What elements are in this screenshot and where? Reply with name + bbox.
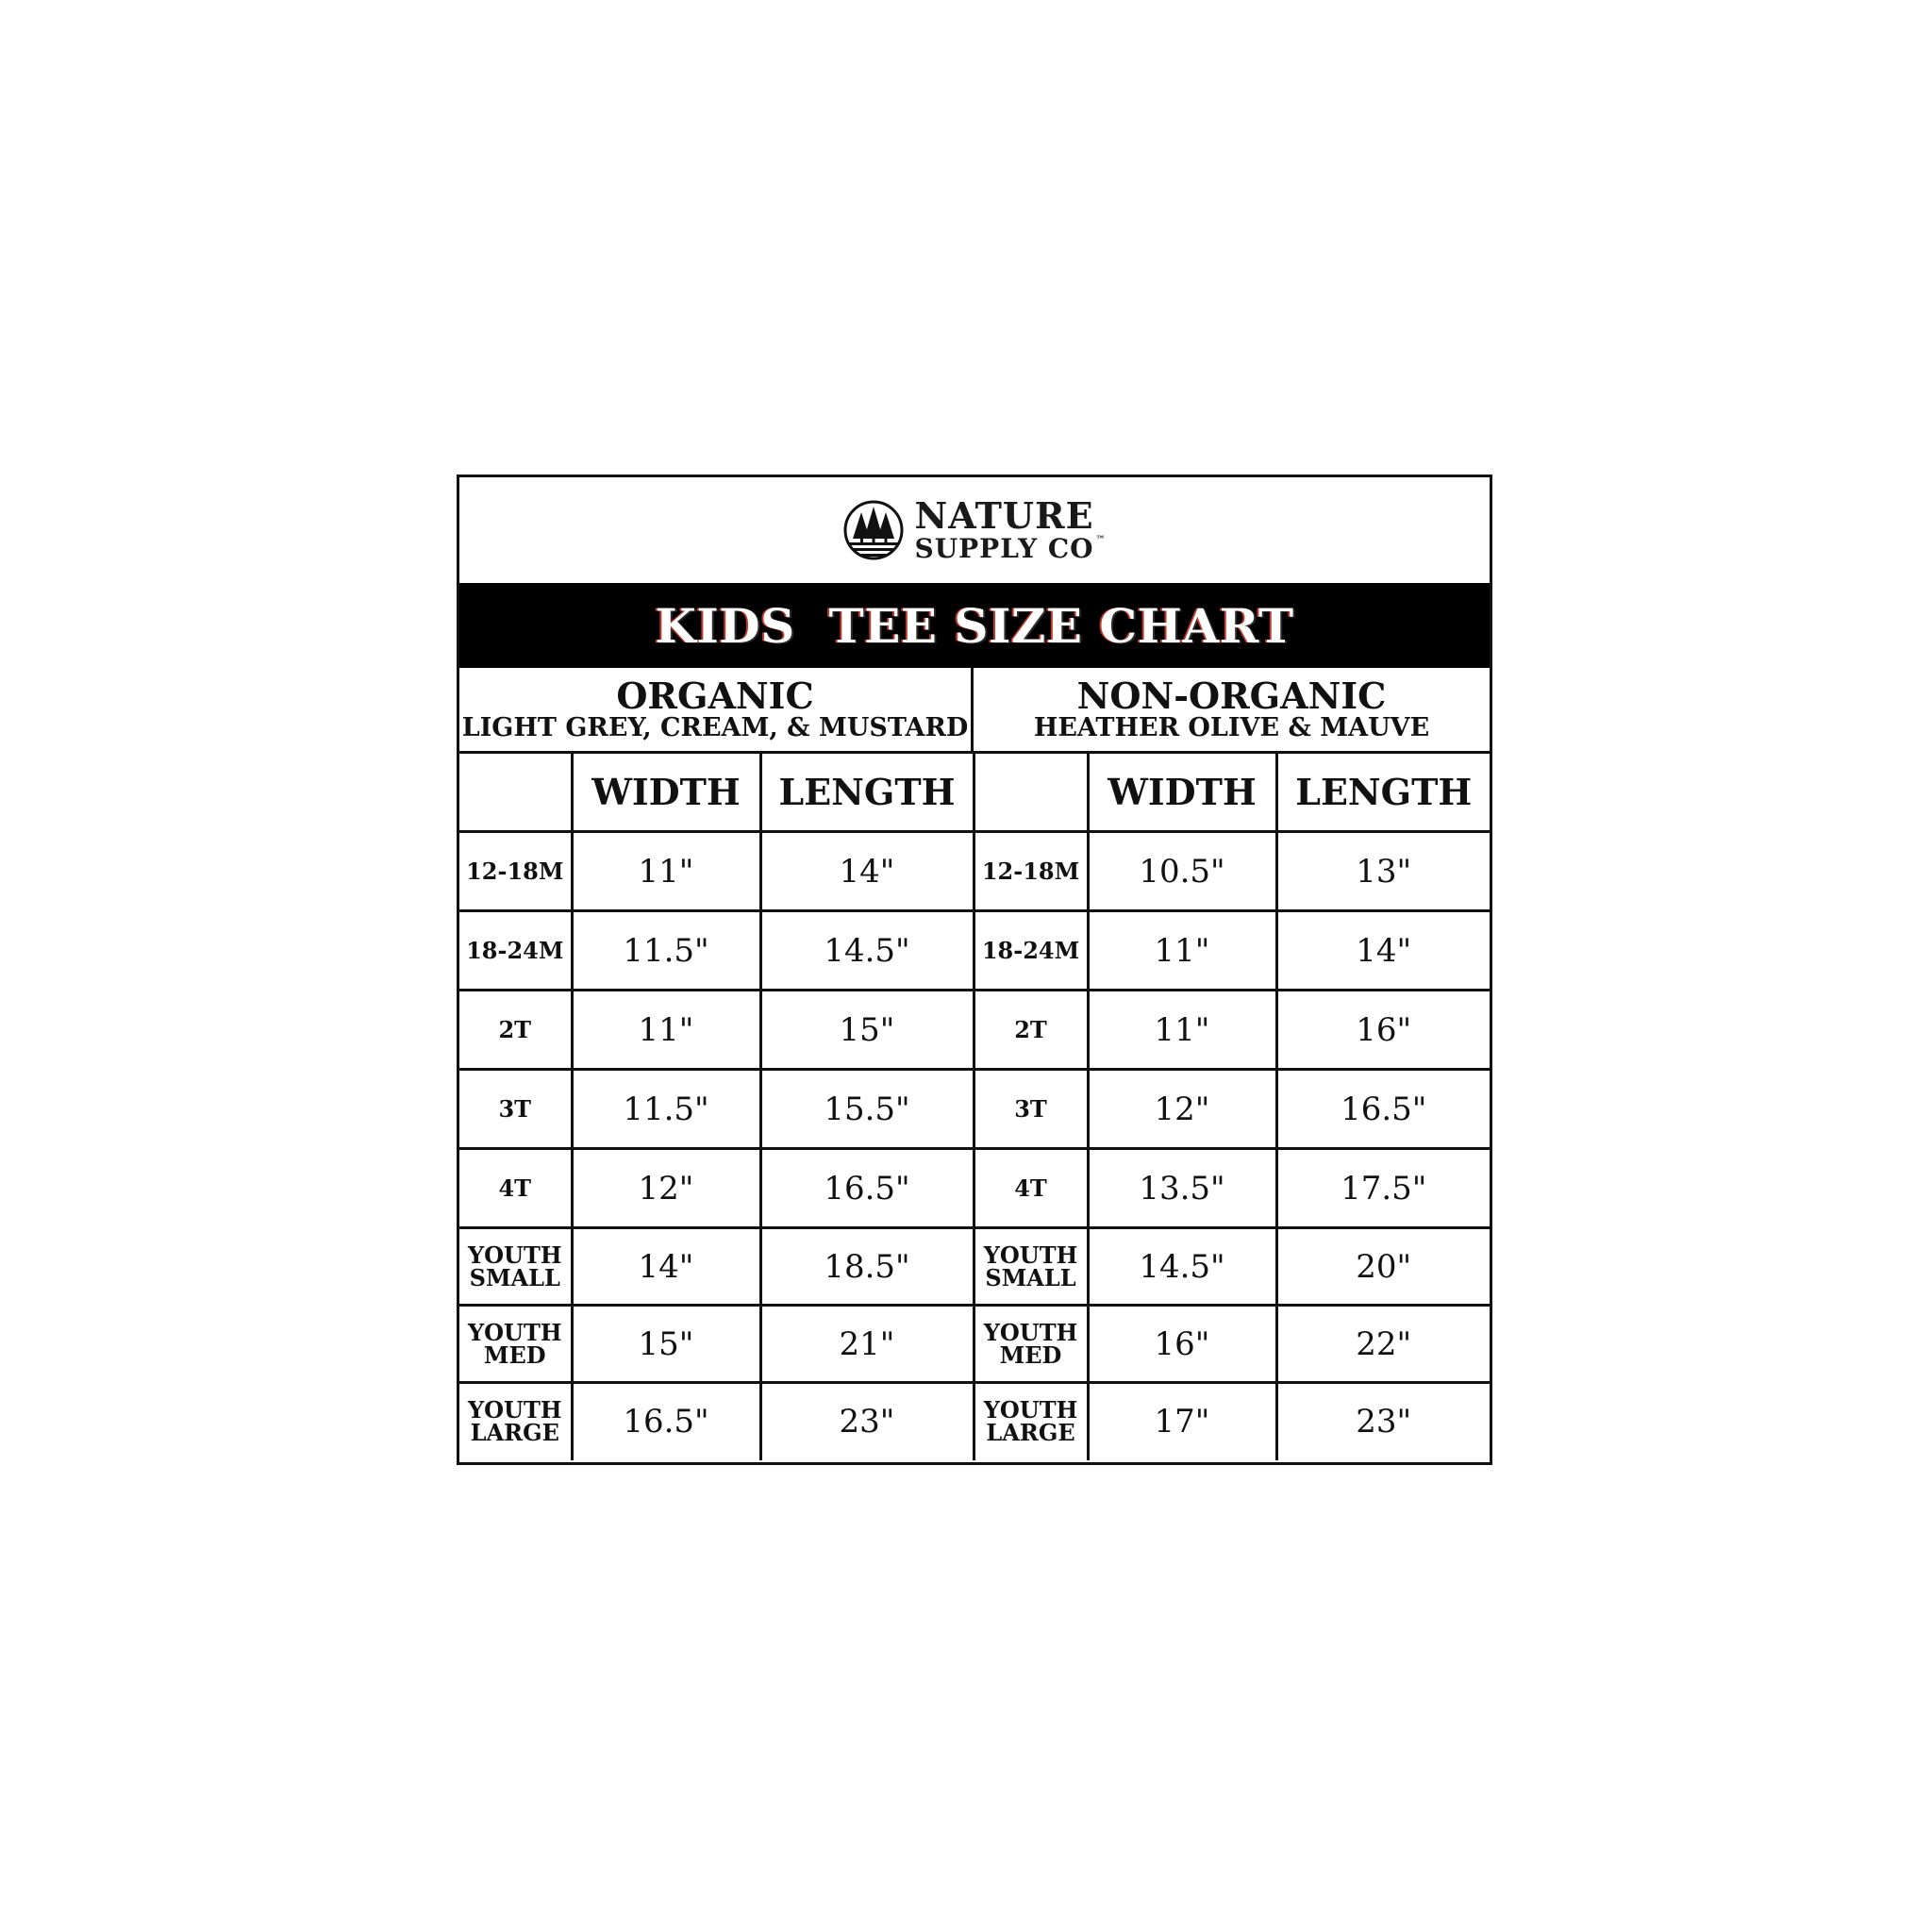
organic-width-cell: 12": [572, 1149, 760, 1228]
nonorganic-size-cell: [974, 991, 1088, 1070]
nonorganic-width-cell: 14.5": [1088, 1228, 1276, 1306]
size-label-line2: MED: [483, 1341, 546, 1369]
nonorganic-size-header: [974, 753, 1088, 832]
size-label-line2: MED: [999, 1341, 1062, 1369]
nonorganic-width-cell: 11": [1088, 911, 1276, 991]
title-bar: [459, 583, 1490, 668]
organic-size-header: [459, 753, 572, 832]
nonorganic-width-cell: 10.5": [1088, 832, 1276, 911]
organic-size-cell: [459, 991, 572, 1070]
organic-size-cell: [459, 911, 572, 991]
size-label-line1: 18-24M: [466, 936, 564, 964]
organic-group-name: ORGANIC: [616, 674, 814, 717]
nonorganic-length-cell: 23": [1276, 1383, 1490, 1460]
nonorganic-size-cell: [974, 1149, 1088, 1228]
size-label-line2: SMALL: [469, 1263, 560, 1291]
organic-group-colors: LIGHT GREY, CREAM, & MUSTARD: [461, 712, 969, 742]
nonorganic-length-header: LENGTH: [1276, 753, 1490, 832]
organic-width-cell: 14": [572, 1228, 760, 1306]
size-label-line1: YOUTH: [983, 1241, 1078, 1269]
organic-length-cell: 16.5": [760, 1149, 974, 1228]
organic-group-header: [459, 668, 974, 751]
size-label-line1: 12-18M: [466, 857, 564, 885]
nonorganic-length-cell: 16": [1276, 991, 1490, 1070]
brand-name-line1: NATURE: [914, 494, 1094, 537]
organic-length-cell: 21": [760, 1306, 974, 1383]
nonorganic-size-cell: [974, 1070, 1088, 1149]
organic-width-cell: 16.5": [572, 1383, 760, 1460]
size-label-line1: 4T: [498, 1174, 532, 1202]
organic-width-header: WIDTH: [572, 753, 760, 832]
organic-length-cell: 15": [760, 991, 974, 1070]
organic-width-cell: 15": [572, 1306, 760, 1383]
organic-width-cell: 11.5": [572, 911, 760, 991]
size-label-line2: LARGE: [986, 1419, 1075, 1447]
organic-size-cell: [459, 1228, 572, 1306]
nonorganic-length-cell: 22": [1276, 1306, 1490, 1383]
nonorganic-length-cell: 16.5": [1276, 1070, 1490, 1149]
organic-length-cell: 14": [760, 832, 974, 911]
organic-size-cell: [459, 1383, 572, 1460]
table-row: [459, 1306, 1490, 1383]
brand-name-line2-text: SUPPLY CO: [914, 533, 1094, 564]
nonorganic-width-cell: 13.5": [1088, 1149, 1276, 1228]
organic-length-cell: 23": [760, 1383, 974, 1460]
nonorganic-width-cell: 16": [1088, 1306, 1276, 1383]
organic-width-cell: 11": [572, 832, 760, 911]
nonorganic-group-colors: HEATHER OLIVE & MAUVE: [1033, 712, 1430, 742]
size-label-line1: 3T: [1014, 1094, 1047, 1123]
nonorganic-width-cell: 11": [1088, 991, 1276, 1070]
size-label-line1: 3T: [498, 1094, 532, 1123]
nonorganic-group-name: NON-ORGANIC: [1076, 674, 1387, 717]
nonorganic-size-cell: [974, 832, 1088, 911]
size-table: [459, 751, 1490, 1460]
nonorganic-width-cell: 17": [1088, 1383, 1276, 1460]
chart-title: KIDS TEE SIZE CHART: [655, 597, 1294, 654]
size-label-line1: YOUTH: [983, 1318, 1078, 1346]
size-label-line1: 12-18M: [981, 857, 1080, 885]
organic-length-header: LENGTH: [760, 753, 974, 832]
organic-length-cell: 14.5": [760, 911, 974, 991]
organic-width-cell: 11.5": [572, 1070, 760, 1149]
nonorganic-group-header: [974, 668, 1490, 751]
nonorganic-size-cell: [974, 1383, 1088, 1460]
brand-wordmark: [914, 494, 1107, 564]
nonorganic-size-cell: [974, 911, 1088, 991]
table-row: [459, 1149, 1490, 1228]
trademark-symbol: ™: [1095, 535, 1107, 545]
size-label-line1: 2T: [498, 1015, 532, 1043]
nonorganic-length-cell: 17.5": [1276, 1149, 1490, 1228]
nonorganic-length-cell: 20": [1276, 1228, 1490, 1306]
size-label-line1: YOUTH: [983, 1396, 1078, 1424]
table-row: [459, 1070, 1490, 1149]
size-label-line1: 18-24M: [981, 936, 1080, 964]
organic-width-cell: 11": [572, 991, 760, 1070]
column-header-row: [459, 753, 1490, 832]
organic-size-cell: [459, 1070, 572, 1149]
organic-size-cell: [459, 832, 572, 911]
nonorganic-width-header: WIDTH: [1088, 753, 1276, 832]
table-row: [459, 991, 1490, 1070]
table-row: [459, 1383, 1490, 1460]
size-label-line2: LARGE: [470, 1419, 559, 1447]
size-label-line1: YOUTH: [467, 1318, 562, 1346]
nonorganic-width-cell: 12": [1088, 1070, 1276, 1149]
organic-size-cell: [459, 1149, 572, 1228]
brand-header: [459, 477, 1490, 583]
nonorganic-length-cell: 13": [1276, 832, 1490, 911]
size-label-line2: SMALL: [985, 1263, 1076, 1291]
nonorganic-size-cell: [974, 1306, 1088, 1383]
organic-length-cell: 15.5": [760, 1070, 974, 1149]
size-label-line1: YOUTH: [467, 1396, 562, 1424]
size-label-line1: YOUTH: [467, 1241, 562, 1269]
nonorganic-length-cell: 14": [1276, 911, 1490, 991]
table-row: [459, 1228, 1490, 1306]
size-chart: [457, 475, 1492, 1465]
size-label-line1: 4T: [1014, 1174, 1047, 1202]
table-row: [459, 911, 1490, 991]
organic-length-cell: 18.5": [760, 1228, 974, 1306]
table-row: [459, 832, 1490, 911]
size-label-line1: 2T: [1014, 1015, 1047, 1043]
organic-size-cell: [459, 1306, 572, 1383]
pine-trees-circle-icon: [842, 499, 905, 561]
brand-name-line2: [914, 533, 1107, 564]
nonorganic-size-cell: [974, 1228, 1088, 1306]
